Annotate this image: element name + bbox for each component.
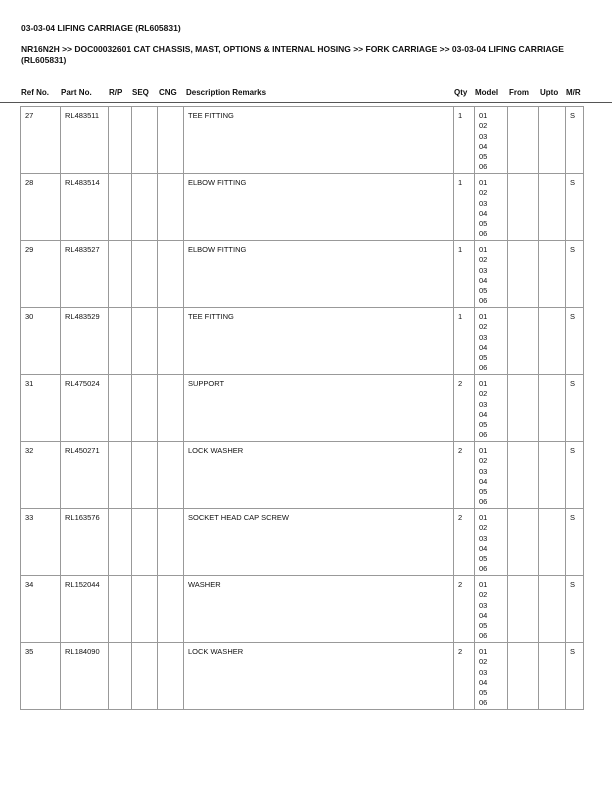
from-cell — [508, 107, 539, 174]
table-row — [21, 241, 584, 308]
model-code: 01 — [479, 178, 488, 187]
seq-cell — [132, 308, 158, 375]
rp-cell — [109, 107, 132, 174]
qty-cell: 2 — [454, 643, 475, 710]
model-code: 05 — [479, 420, 488, 430]
model-code: 03 — [479, 466, 488, 476]
seq-cell — [132, 643, 158, 710]
ref-cell: 29 — [21, 241, 61, 308]
column-header: SEQ — [132, 88, 149, 97]
seq-cell — [132, 509, 158, 576]
upto-cell — [539, 107, 566, 174]
model-code: 02 — [479, 322, 488, 332]
seq-cell — [132, 174, 158, 241]
model-cell — [475, 576, 508, 643]
upto-cell — [539, 375, 566, 442]
model-code: 05 — [479, 621, 488, 631]
mr-cell: S — [566, 576, 584, 643]
cng-cell — [158, 241, 184, 308]
description-cell: TEE FITTING — [184, 107, 454, 174]
rp-cell — [109, 375, 132, 442]
model-code: 02 — [479, 523, 488, 533]
model-code: 03 — [479, 399, 488, 409]
qty-cell: 1 — [454, 308, 475, 375]
description-cell: WASHER — [184, 576, 454, 643]
model-code: 04 — [479, 275, 488, 285]
cng-cell — [158, 576, 184, 643]
model-code: 02 — [479, 389, 488, 399]
table-row — [21, 576, 584, 643]
model-code: 06 — [479, 363, 488, 373]
upto-cell — [539, 442, 566, 509]
cng-cell — [158, 643, 184, 710]
part-number-cell: RL475024 — [61, 375, 109, 442]
model-code: 03 — [479, 332, 488, 342]
from-cell — [508, 442, 539, 509]
model-code: 06 — [479, 564, 488, 574]
model-code: 04 — [479, 208, 488, 218]
model-code: 05 — [479, 487, 488, 497]
model-cell — [475, 107, 508, 174]
model-cell — [475, 241, 508, 308]
ref-cell: 28 — [21, 174, 61, 241]
rp-cell — [109, 174, 132, 241]
model-code: 03 — [479, 667, 488, 677]
model-code: 02 — [479, 255, 488, 265]
table-row — [21, 174, 584, 241]
model-code: 01 — [479, 312, 488, 321]
from-cell — [508, 174, 539, 241]
ref-cell: 30 — [21, 308, 61, 375]
column-header: Part No. — [61, 88, 92, 97]
from-cell — [508, 308, 539, 375]
parts-table — [20, 106, 584, 710]
model-cell — [475, 308, 508, 375]
seq-cell — [132, 241, 158, 308]
column-header: Model — [475, 88, 499, 97]
model-code: 03 — [479, 198, 488, 208]
model-code: 01 — [479, 245, 488, 254]
column-header: From — [509, 88, 529, 97]
mr-cell: S — [566, 107, 584, 174]
table-row — [21, 509, 584, 576]
column-header: CNG — [159, 88, 177, 97]
model-code: 04 — [479, 610, 488, 620]
description-cell: ELBOW FITTING — [184, 174, 454, 241]
model-code: 04 — [479, 409, 488, 419]
model-code: 02 — [479, 188, 488, 198]
model-code: 05 — [479, 554, 488, 564]
model-code: 05 — [479, 688, 488, 698]
column-header: R/P — [109, 88, 123, 97]
mr-cell: S — [566, 442, 584, 509]
mr-cell: S — [566, 308, 584, 375]
table-row — [21, 375, 584, 442]
model-code: 04 — [479, 543, 488, 553]
model-code: 06 — [479, 296, 488, 306]
upto-cell — [539, 174, 566, 241]
model-code: 05 — [479, 152, 488, 162]
part-number-cell: RL152044 — [61, 576, 109, 643]
seq-cell — [132, 442, 158, 509]
page-title: 03-03-04 LIFING CARRIAGE (RL605831) — [21, 23, 181, 33]
model-code: 06 — [479, 497, 488, 507]
mr-cell: S — [566, 174, 584, 241]
model-cell — [475, 509, 508, 576]
ref-cell: 31 — [21, 375, 61, 442]
upto-cell — [539, 509, 566, 576]
qty-cell: 1 — [454, 174, 475, 241]
upto-cell — [539, 576, 566, 643]
rp-cell — [109, 576, 132, 643]
qty-cell: 1 — [454, 107, 475, 174]
cng-cell — [158, 174, 184, 241]
model-code: 03 — [479, 131, 488, 141]
qty-cell: 2 — [454, 576, 475, 643]
table-row — [21, 442, 584, 509]
table-row — [21, 643, 584, 710]
model-code: 06 — [479, 631, 488, 641]
cng-cell — [158, 375, 184, 442]
cng-cell — [158, 107, 184, 174]
model-cell — [475, 174, 508, 241]
mr-cell: S — [566, 643, 584, 710]
from-cell — [508, 576, 539, 643]
description-cell: SUPPORT — [184, 375, 454, 442]
seq-cell — [132, 576, 158, 643]
header-divider — [0, 102, 612, 103]
description-cell: SOCKET HEAD CAP SCREW — [184, 509, 454, 576]
mr-cell: S — [566, 241, 584, 308]
model-code: 05 — [479, 219, 488, 229]
part-number-cell: RL483511 — [61, 107, 109, 174]
table-row — [21, 308, 584, 375]
model-code: 04 — [479, 342, 488, 352]
ref-cell: 32 — [21, 442, 61, 509]
part-number-cell: RL450271 — [61, 442, 109, 509]
qty-cell: 1 — [454, 241, 475, 308]
part-number-cell: RL483527 — [61, 241, 109, 308]
part-number-cell: RL483529 — [61, 308, 109, 375]
description-cell: ELBOW FITTING — [184, 241, 454, 308]
seq-cell — [132, 107, 158, 174]
upto-cell — [539, 241, 566, 308]
ref-cell: 34 — [21, 576, 61, 643]
model-code: 01 — [479, 647, 488, 656]
description-cell: LOCK WASHER — [184, 643, 454, 710]
model-code: 06 — [479, 430, 488, 440]
column-header: Description Remarks — [186, 88, 267, 97]
from-cell — [508, 241, 539, 308]
part-number-cell: RL184090 — [61, 643, 109, 710]
model-code: 06 — [479, 229, 488, 239]
cng-cell — [158, 308, 184, 375]
seq-cell — [132, 375, 158, 442]
qty-cell: 2 — [454, 509, 475, 576]
model-code: 05 — [479, 353, 488, 363]
cng-cell — [158, 442, 184, 509]
model-code: 06 — [479, 698, 488, 708]
column-header: Upto — [540, 88, 559, 97]
part-number-cell: RL163576 — [61, 509, 109, 576]
model-code: 02 — [479, 590, 488, 600]
table-row — [21, 107, 584, 174]
qty-cell: 2 — [454, 375, 475, 442]
upto-cell — [539, 308, 566, 375]
model-code: 01 — [479, 580, 488, 589]
rp-cell — [109, 308, 132, 375]
model-cell — [475, 643, 508, 710]
rp-cell — [109, 509, 132, 576]
model-code: 05 — [479, 286, 488, 296]
model-code: 01 — [479, 379, 488, 388]
column-header: Ref No. — [21, 88, 49, 97]
model-code: 02 — [479, 121, 488, 131]
model-cell — [475, 375, 508, 442]
model-code: 03 — [479, 533, 488, 543]
upto-cell — [539, 643, 566, 710]
ref-cell: 35 — [21, 643, 61, 710]
from-cell — [508, 509, 539, 576]
model-code: 06 — [479, 162, 488, 172]
ref-cell: 33 — [21, 509, 61, 576]
model-code: 04 — [479, 476, 488, 486]
mr-cell: S — [566, 375, 584, 442]
ref-cell: 27 — [21, 107, 61, 174]
model-code: 04 — [479, 141, 488, 151]
mr-cell: S — [566, 509, 584, 576]
model-code: 01 — [479, 446, 488, 455]
model-cell — [475, 442, 508, 509]
model-code: 04 — [479, 677, 488, 687]
model-code: 02 — [479, 456, 488, 466]
model-code: 03 — [479, 600, 488, 610]
column-header: M/R — [566, 88, 581, 97]
part-number-cell: RL483514 — [61, 174, 109, 241]
from-cell — [508, 643, 539, 710]
rp-cell — [109, 442, 132, 509]
breadcrumb: NR16N2H >> DOC00032601 CAT CHASSIS, MAST, OPTIONS & INTERNAL HOSING >> FORK CARRIAGE >> 03-03-04 LIFING CARRIAGE (RL605831) — [21, 44, 564, 65]
from-cell — [508, 375, 539, 442]
model-code: 03 — [479, 265, 488, 275]
description-cell: TEE FITTING — [184, 308, 454, 375]
model-code: 01 — [479, 111, 488, 120]
cng-cell — [158, 509, 184, 576]
qty-cell: 2 — [454, 442, 475, 509]
rp-cell — [109, 241, 132, 308]
model-code: 01 — [479, 513, 488, 522]
model-code: 02 — [479, 657, 488, 667]
column-header: Qty — [454, 88, 468, 97]
description-cell: LOCK WASHER — [184, 442, 454, 509]
rp-cell — [109, 643, 132, 710]
